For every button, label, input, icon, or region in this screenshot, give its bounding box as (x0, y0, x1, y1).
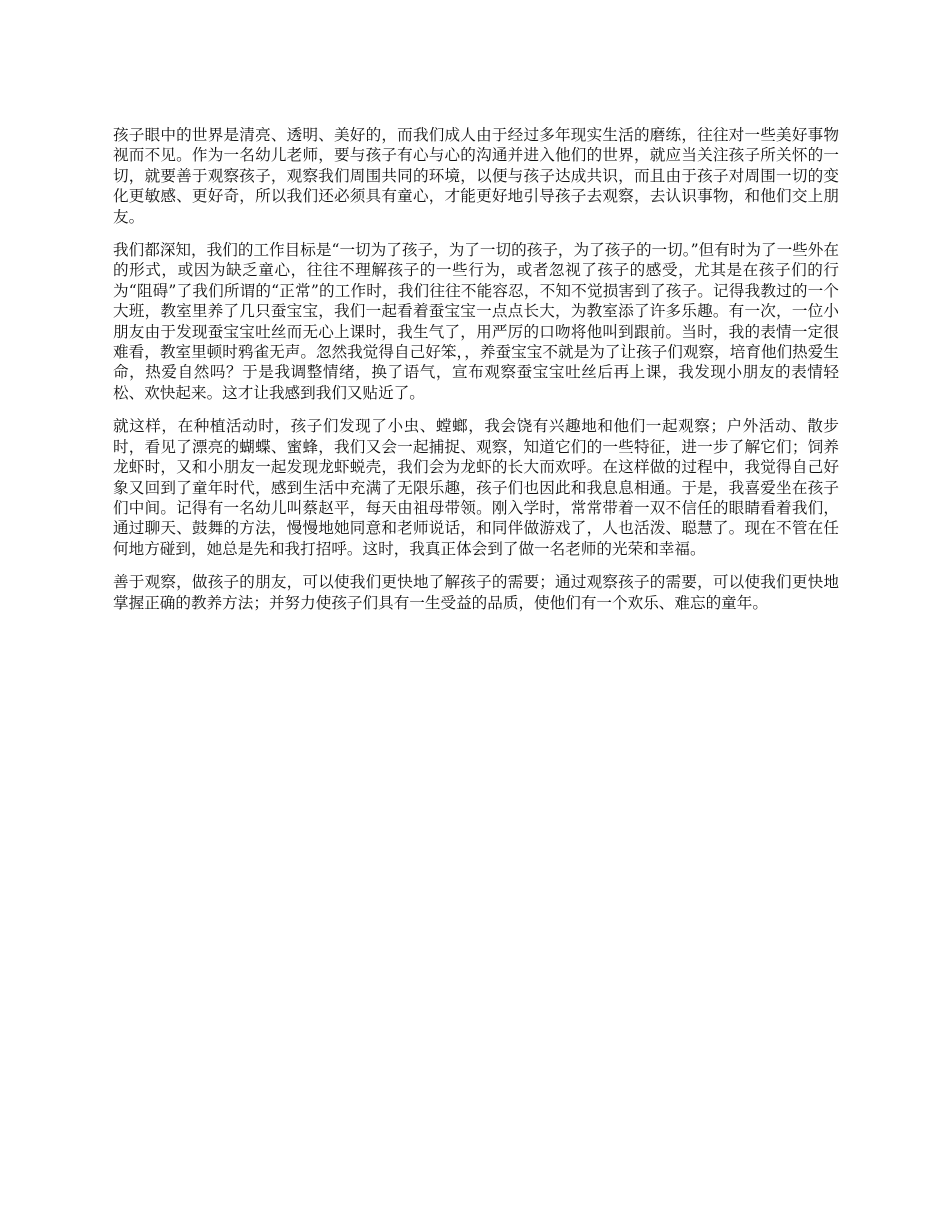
document-body (113, 125, 839, 626)
paragraph-4: 善于观察，做孩子的朋友，可以使我们更快地了解孩子的需要；通过观察孩子的需要，可以使我们更快地掌握正确的教养方法；并努力使孩子们具有一生受益的品质，使他们有一个欢乐、难忘的童年。 (113, 573, 839, 612)
paragraph-1: 孩子眼中的世界是清亮、透明、美好的，而我们成人由于经过多年现实生活的磨练，往往对一些美好事物视而不见。作为一名幼儿老师，要与孩子有心与心的沟通并进入他们的世界，就应当关注孩子所关怀的一切，就要善于观察孩子，观察我们周围共同的环境，以便与孩子达成共识，而且由于孩子对周围一切的变化更敏感、更好奇，所以我们还必须具有童心，才能更好地引导孩子去观察，去认识事物，和他们交上朋友。 (113, 126, 839, 226)
paragraph-3: 就这样，在种植活动时，孩子们发现了小虫、螳螂，我会饶有兴趣地和他们一起观察；户外活动、散步时，看见了漂亮的蝴蝶、蜜蜂，我们又会一起捕捉、观察，知道它们的一些特征，进一步了解它们；饲养龙虾时，又和小朋友一起发现龙虾蜕壳，我们会为龙虾的长大而欢呼。在这样做的过程中，我觉得自己好象又回到了童年时代，感到生活中充满了无限乐趣，孩子们也因此和我息息相通。于是，我喜爱坐在孩子们中间。记得有一名幼儿叫蔡赵平，每天由祖母带领。刚入学时，常常带着一双不信任的眼睛看着我们，通过聊天、鼓舞的方法，慢慢地她同意和老师说话，和同伴做游戏了，人也活泼、聪慧了。现在不管在任何地方碰到，她总是先和我打招呼。这时，我真正体会到了做一名老师的光荣和幸福。 (113, 417, 839, 558)
paragraph-2: 我们都深知，我们的工作目标是“一切为了孩子，为了一切的孩子，为了孩子的一切。”但有时为了一些外在的形式，或因为缺乏童心，往往不理解孩子的一些行为，或者忽视了孩子的感受，尤其是在孩子们的行为“阻碍”了我们所谓的“正常”的工作时，我们往往不能容忍，不知不觉损害到了孩子。记得我教过的一个大班，教室里养了几只蚕宝宝，我们一起看着蚕宝宝一点点长大，为教室添了许多乐趣。有一次，一位小朋友由于发现蚕宝宝吐丝而无心上课时，我生气了，用严厉的口吻将他叫到跟前。当时，我的表情一定很难看，教室里顿时鸦雀无声。忽然我觉得自己好笨，，养蚕宝宝不就是为了让孩子们观察，培育他们热爱生命，热爱自然吗？于是我调整情绪，换了语气，宣布观察蚕宝宝吐丝后再上课，我发现小朋友的表情轻松、欢快起来。这才让我感到我们又贴近了。 (113, 241, 839, 402)
